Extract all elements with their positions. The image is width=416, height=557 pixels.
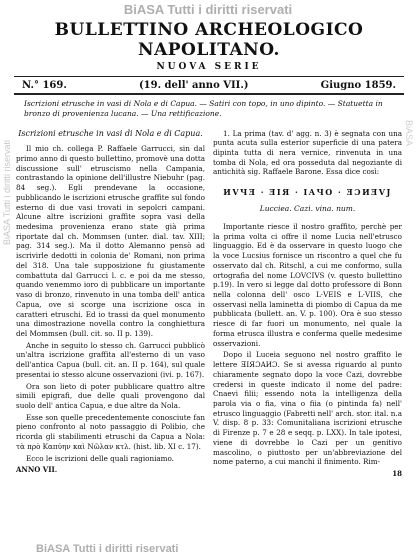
issue-line [14,80,404,91]
left-column [16,129,205,479]
paragraph: Ecco le iscrizioni delle quali ragioniamo. [26,453,174,463]
right-footer [213,469,402,478]
contents-summary: Iscrizioni etrusche in vasi di Nola e di Capua. — Satiri con topo, in uno dipinto. — Statuetta in bronzo di provenienza lucana. — Una rettificazione. [24,99,383,118]
paragraph: 1. La prima (tav. d' agg. n. 3) è segnata con una punta acuta sulla esterior superficie di una patera dipinta tutta di nera vernice, rinvenuta in una tomba di Nola, ed ora posseduta dal negoziante di antichità sig. Raffaele Barone. Essa dice così: [213,128,402,177]
paragraph: Dopo il Luceia seguono nel nostro graffito le lettere ƎIЯƆAИƆ. Se si avessa riguardo al punto chiaramente segnato dopo la voce Cazi, dovrebbe credersi in queste indicato il nome del padre: Cnaevi filii; essendo nota la intelligenza della parola via o fia, vina o fiia (o pintinda fa) nell' etrusco linguaggio (Fabretti nell' arch. stor. ital. n.a V. disp. 8 p. 33: Comunitaliana iscrizioni etrusche di Firenze p. 7 e 28 e seqq. p. LXX). In tale ipotesi, viene di dovrebbe lo Cazi per un genitivo mascolino, o piuttosto per un'abbreviazione del nome paterno, a cui manchi il finimento. Rim- [213,350,402,467]
sheet-number: 18 [392,468,402,478]
document-page [14,14,404,542]
paragraph: Ora son lieto di poter pubblicare quattro altre simili epigrafi, due delle quali provengono dal suolo dell' antica Capua, e due altre da Nola. [16,381,205,410]
paragraph: Importante riesce il nostro graffito, perchè per la prima volta ci offre il nome Lucia nell'etrusco linguaggio. Ed è da osservare in questo luogo che la voce Lucsius fornisce un riscontro a quel che fu osservato dal ch. Ritschl, a cui me conformo, sulla ortografia del nome LOVCIVS (v. questo bullettino p.19). In vero si legge dal dotto professore di Bonn nella colonna dell' osco L·VEIS e L·VIIS, che osservasi nella laminetta di piombo di Capua da me pubblicata (bullett. an. V. p. 100). Ora è suo stesso riesce di far fuori un monumento, nel quale la forma etrusca illustra e conferma quelle medesime osservazioni. [213,222,402,348]
issue-number: N.° 169. [22,80,67,91]
volume-label: ANNO VII. [16,465,58,475]
text-columns [14,129,404,479]
watermark-top: BiASA Tutti i diritti riservati [123,2,293,17]
right-column [213,129,402,479]
header-rule [14,76,404,77]
journal-title: BULLETTINO ARCHEOLOGICO NAPOLITANO. [54,20,364,60]
paragraph: Il mio ch. collega P. Raffaele Garrucci, sin dal primo anno di questo bullettino, promovè una dotta discussione sull' etruscismo nella Campania, contrastando la opinione dell'illustre Niebuhr (pag. 84 seg.). Egli prendevane la occasione, pubblicando le iscrizioni etrusche graffite sul fondo esterno di due vasi trovati in sepolcri campani. Alcune altre iscrizioni graffite sopra vasi della medesima provenienza erano state già prima riportate dal ch. Mommsen (unter. dial. tav. XIII; pag. 314 seg.). Ma il dotto Alemanno pensò ad iscrivirle dedotti in colonia de' Romani, non prima del 318. Una tale supposizione fu giustamente combattuta dal Garrucci l. c. e poi da me stesso, quando venemmo ioro di pubblicare un importante vaso di bronzo, rinvenuto in una tomba dell' antica Capua, ove si scorge una iscrizione osca in caratteri etruschi. Ed io trassi da quel monumento una dimostrazione novella contro la conghiettura del Mommsen (bull. cit. so. II p. 139). [16,144,205,338]
inscription-text: ИVЧƎ · ƎIЯ · IAЧO · ƎƆИƎVJ [223,187,392,198]
watermark-bottom: BiASA Tutti i diritti riservati [36,543,179,555]
paragraph: Esse son quelle precedentemente conosciute fan pieno confronto al noto passaggio di Polibio, che ricorda gli stabilimenti etruschi da Capua a Nola: τὰ πρὸ Καπύην καὶ Νῶλαν κτλ. (hist. lib. XI c. 17). [16,412,205,451]
section-heading: Iscrizioni etrusche in vasi di Nola e di Capua. [18,128,203,138]
watermark-side: BiASA Tutti i diritti riservati [2,140,12,246]
inscription-transcription: Lucciea. Cazi. vina. num. [259,203,356,213]
left-footer [16,465,205,474]
watermark-right: BiASA [404,120,414,147]
issue-date: Giugno 1859. [320,80,396,91]
issue-year: (19. dell' anno VII.) [138,80,249,91]
journal-subtitle: NUOVA SERIE [156,62,262,72]
paragraph: Anche in seguito lo stesso ch. Garrucci pubblicò un'altra iscrizione graffita all'esterno di un vaso dell'antica Capua (bull. cit. an. II p. 164), sul quale presentai io stesso alcune osservazioni (ivi. p. 167). [16,340,205,379]
